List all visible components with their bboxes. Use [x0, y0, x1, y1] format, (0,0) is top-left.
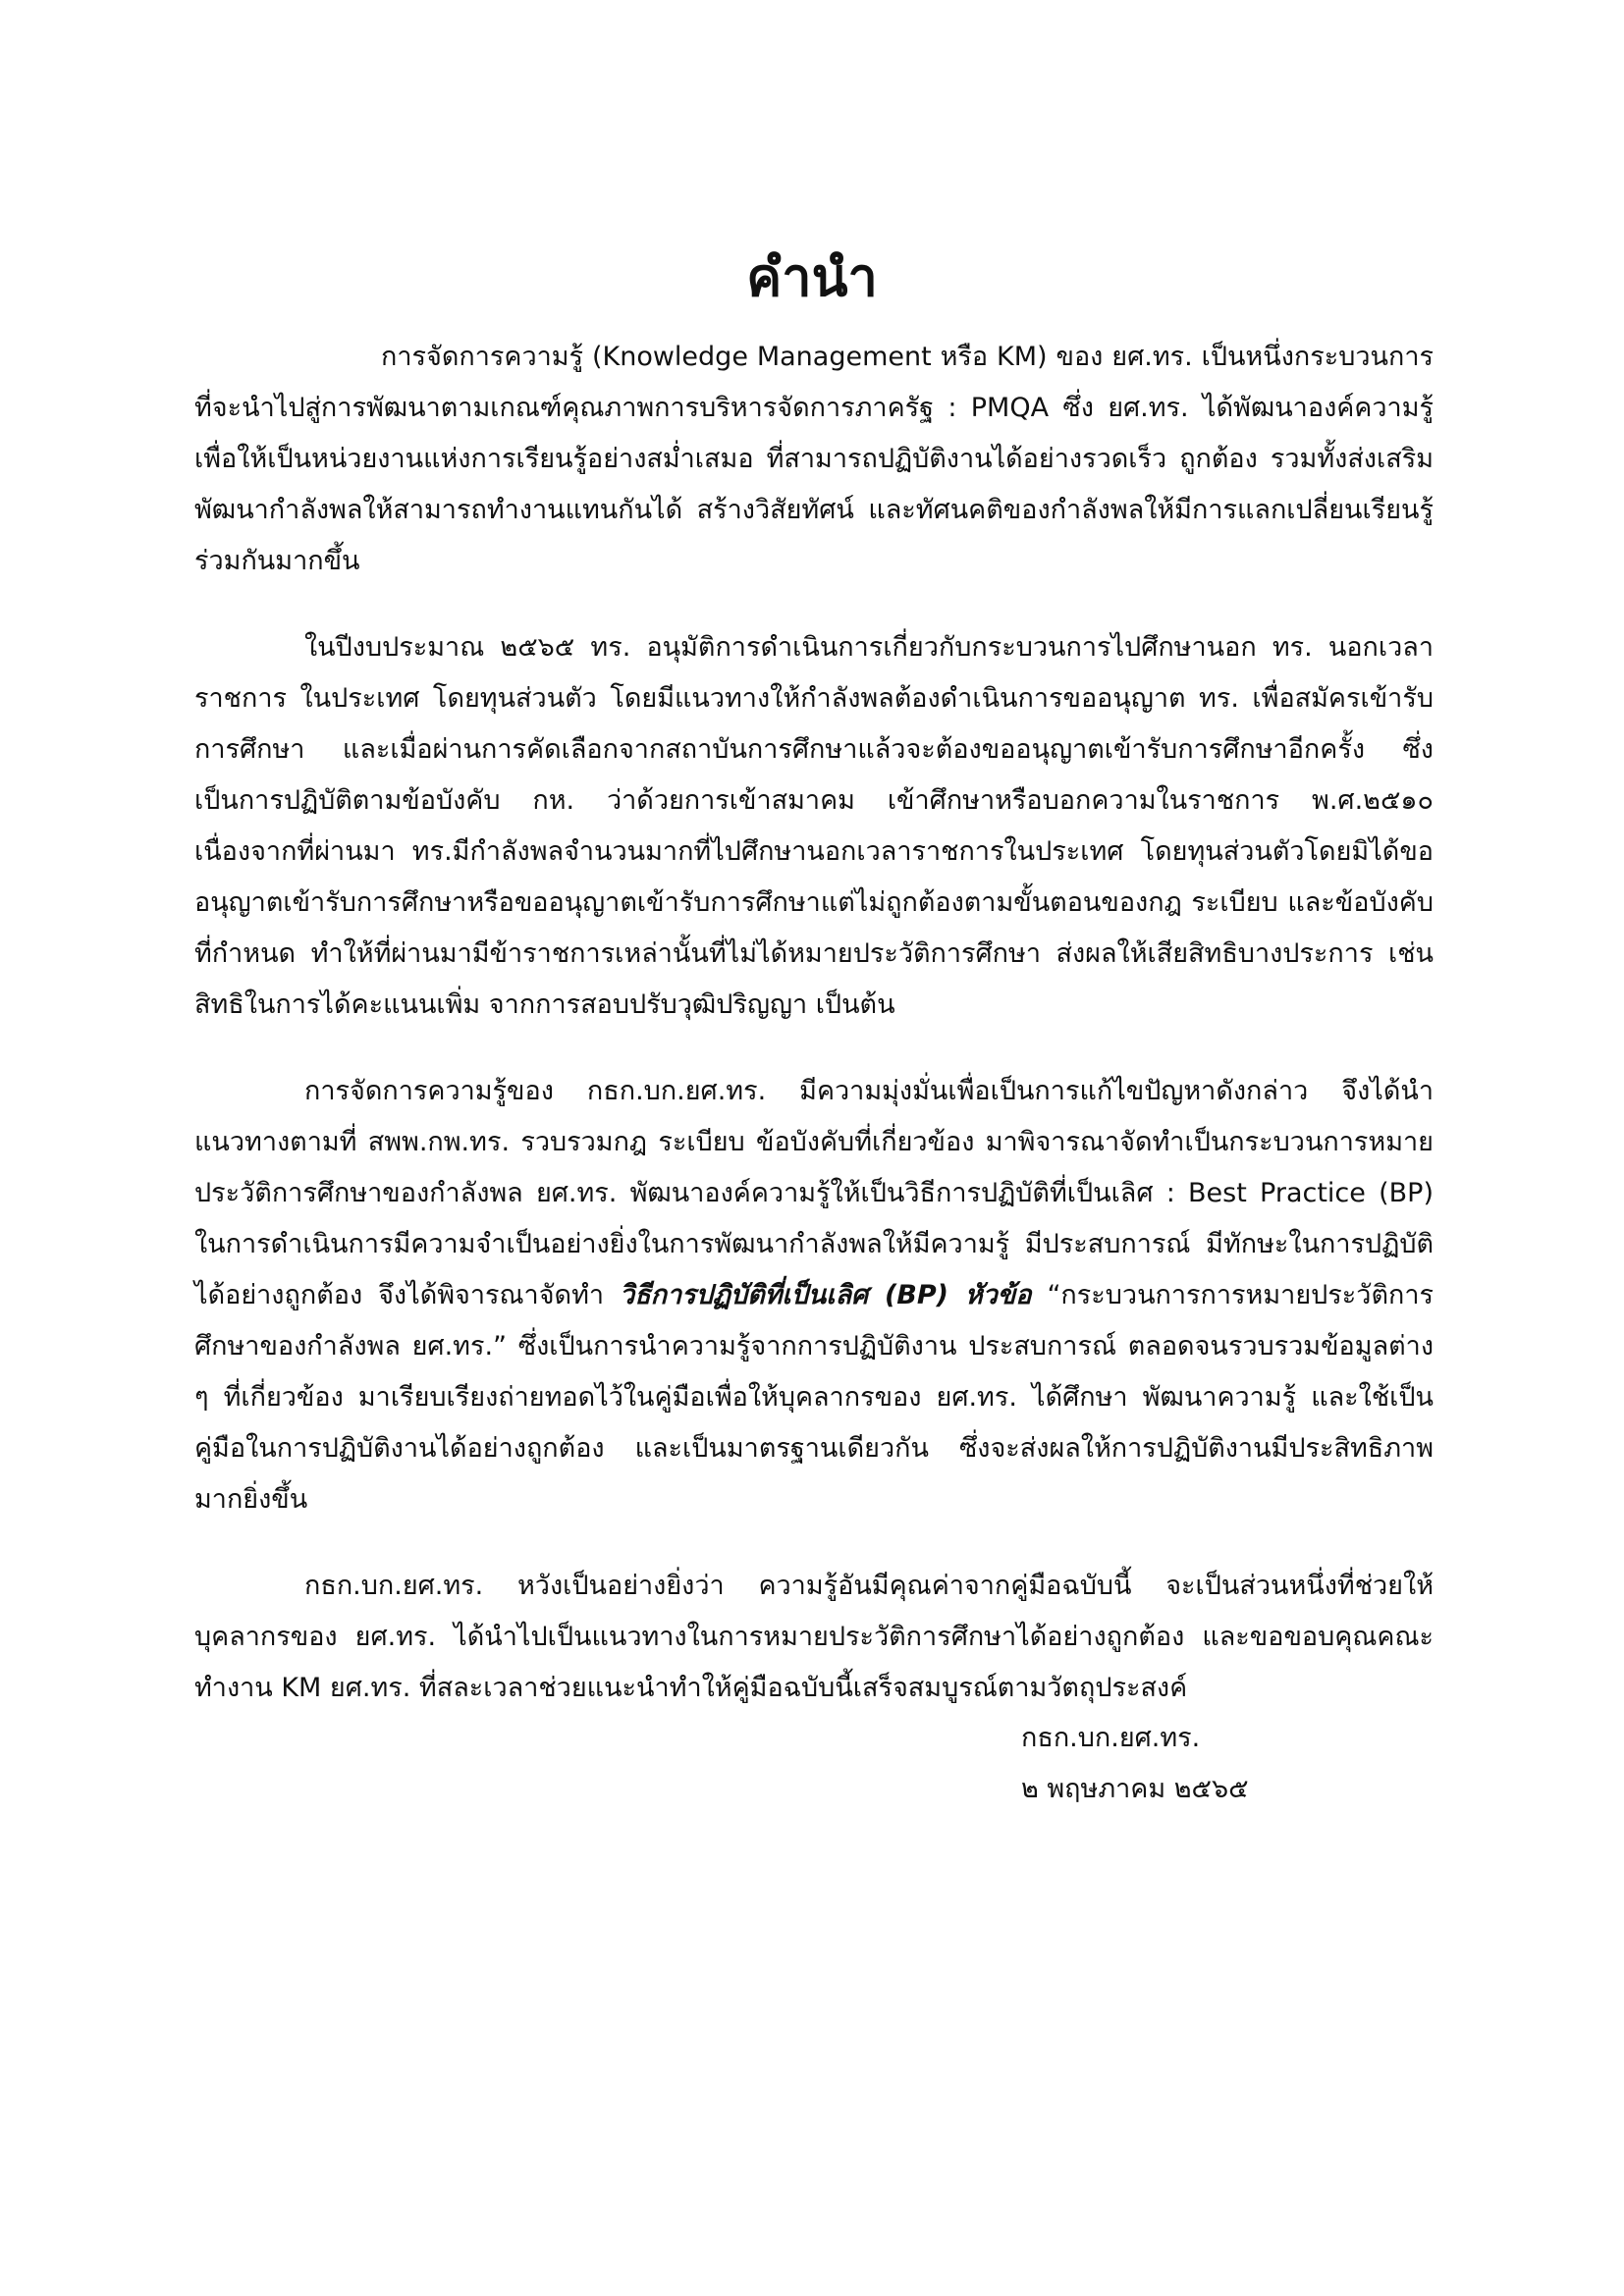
best-practice-emphasis: วิธีการปฏิบัติที่เป็นเลิศ (BP) หัวข้อ — [620, 1280, 1032, 1310]
paragraph-budget-year: ในปีงบประมาณ ๒๕๖๕ ทร. อนุมัติการดำเนินการเกี่ยวกับกระบวนการไปศึกษานอก ทร. นอกเวลาราชการ ในประเทศ โดยทุนส่วนตัว โดยมีแนวทางให้กำลังพลต้องดำเนินการขออนุญาต ทร. เพื่อสมัครเข้ารับการศึกษา และเมื่อผ่านการคัดเลือกจากสถาบันการศึกษาแล้วจะต้องขออนุญาตเข้ารับการศึกษาอีกครั้ง ซึ่งเป็นการปฏิบัติตามข้อบังคับ กห. ว่าด้วยการเข้าสมาคม เข้าศึกษาหรือบอกความในราชการ พ.ศ.๒๕๑๐ เนื่องจากที่ผ่านมา ทร.มีกำลังพลจำนวนมากที่ไปศึกษานอกเวลาราชการในประเทศ โดยทุนส่วนตัวโดยมิได้ขออนุญาตเข้ารับการศึกษาหรือขออนุญาตเข้ารับการศึกษาแต่ไม่ถูกต้องตามขั้นตอนของกฎ ระเบียบ และข้อบังคับที่กำหนด ทำให้ที่ผ่านมามีข้าราชการเหล่านั้นที่ไม่ได้หมายประวัติการศึกษา ส่งผลให้เสียสิทธิบางประการ เช่น สิทธิในการได้คะแนนเพิ่ม จากการสอบปรับวุฒิปริญญา เป็นต้น — [194, 632, 1434, 1020]
page-title: คำนำ — [746, 246, 878, 309]
paragraph-best-practice — [194, 1066, 1434, 1525]
document-body — [194, 332, 1434, 1753]
signature-date: ๒ พฤษภาคม ๒๕๖๕ — [1021, 1774, 1249, 1804]
signature-block — [1021, 1713, 1249, 1815]
best-practice-text-b: “กระบวนการการหมายประวัติการศึกษาของกำลังพล ยศ.ทร.” ซึ่งเป็นการนำความรู้จากการปฏิบัติงาน ประสบการณ์ ตลอดจนรวบรวมข้อมูลต่าง ๆ ที่เกี่ยวข้อง มาเรียบเรียงถ่ายทอดไว้ในคู่มือเพื่อให้บุคลากรของ ยศ.ทร. ได้ศึกษา พัฒนาความรู้ และใช้เป็นคู่มือในการปฏิบัติงานได้อย่างถูกต้อง และเป็นมาตรฐานเดียวกัน ซึ่งจะส่งผลให้การปฏิบัติงานมีประสิทธิภาพมากยิ่งขึ้น — [194, 1280, 1434, 1515]
paragraph-km-intro: การจัดการความรู้ (Knowledge Management หรือ KM) ของ ยศ.ทร. เป็นหนึ่งกระบวนการที่จะนำไปสู่การพัฒนาตามเกณฑ์คุณภาพการบริหารจัดการภาครัฐ : PMQA ซึ่ง ยศ.ทร. ได้พัฒนาองค์ความรู้เพื่อให้เป็นหน่วยงานแห่งการเรียนรู้อย่างสม่ำเสมอ ที่สามารถปฏิบัติงานได้อย่างรวดเร็ว ถูกต้อง รวมทั้งส่งเสริมพัฒนากำลังพลให้สามารถทำงานแทนกันได้ สร้างวิสัยทัศน์ และทัศนคติของกำลังพลให้มีการแลกเปลี่ยนเรียนรู้ร่วมกันมากขึ้น — [194, 342, 1434, 576]
best-practice-text-a: การจัดการความรู้ของ กธก.บก.ยศ.ทร. มีความมุ่งมั่นเพื่อเป็นการแก้ไขปัญหาดังกล่าว จึงได้นำแนวทางตามที่ สพพ.กพ.ทร. รวบรวมกฎ ระเบียบ ข้อบังคับที่เกี่ยวข้อง มาพิจารณาจัดทำเป็นกระบวนการหมายประวัติการศึกษาของกำลังพล ยศ.ทร. พัฒนาองค์ความรู้ให้เป็นวิธีการปฏิบัติที่เป็นเลิศ : Best Practice (BP) ในการดำเนินการมีความจำเป็นอย่างยิ่งในการพัฒนากำลังพลให้มีความรู้ มีประสบการณ์ มีทักษะในการปฏิบัติได้อย่างถูกต้อง จึงได้พิจารณาจัดทำ — [194, 1076, 1434, 1310]
signature-org: กธก.บก.ยศ.ทร. — [1021, 1723, 1201, 1753]
paragraph-closing: กธก.บก.ยศ.ทร. หวังเป็นอย่างยิ่งว่า ความรู้อันมีคุณค่าจากคู่มือฉบับนี้ จะเป็นส่วนหนึ่งที่ช่วยให้บุคลากรของ ยศ.ทร. ได้นำไปเป็นแนวทางในการหมายประวัติการศึกษาได้อย่างถูกต้อง และขอขอบคุณคณะทำงาน KM ยศ.ทร. ที่สละเวลาช่วยแนะนำทำให้คู่มือฉบับนี้เสร็จสมบูรณ์ตามวัตถุประสงค์ — [194, 1571, 1434, 1703]
